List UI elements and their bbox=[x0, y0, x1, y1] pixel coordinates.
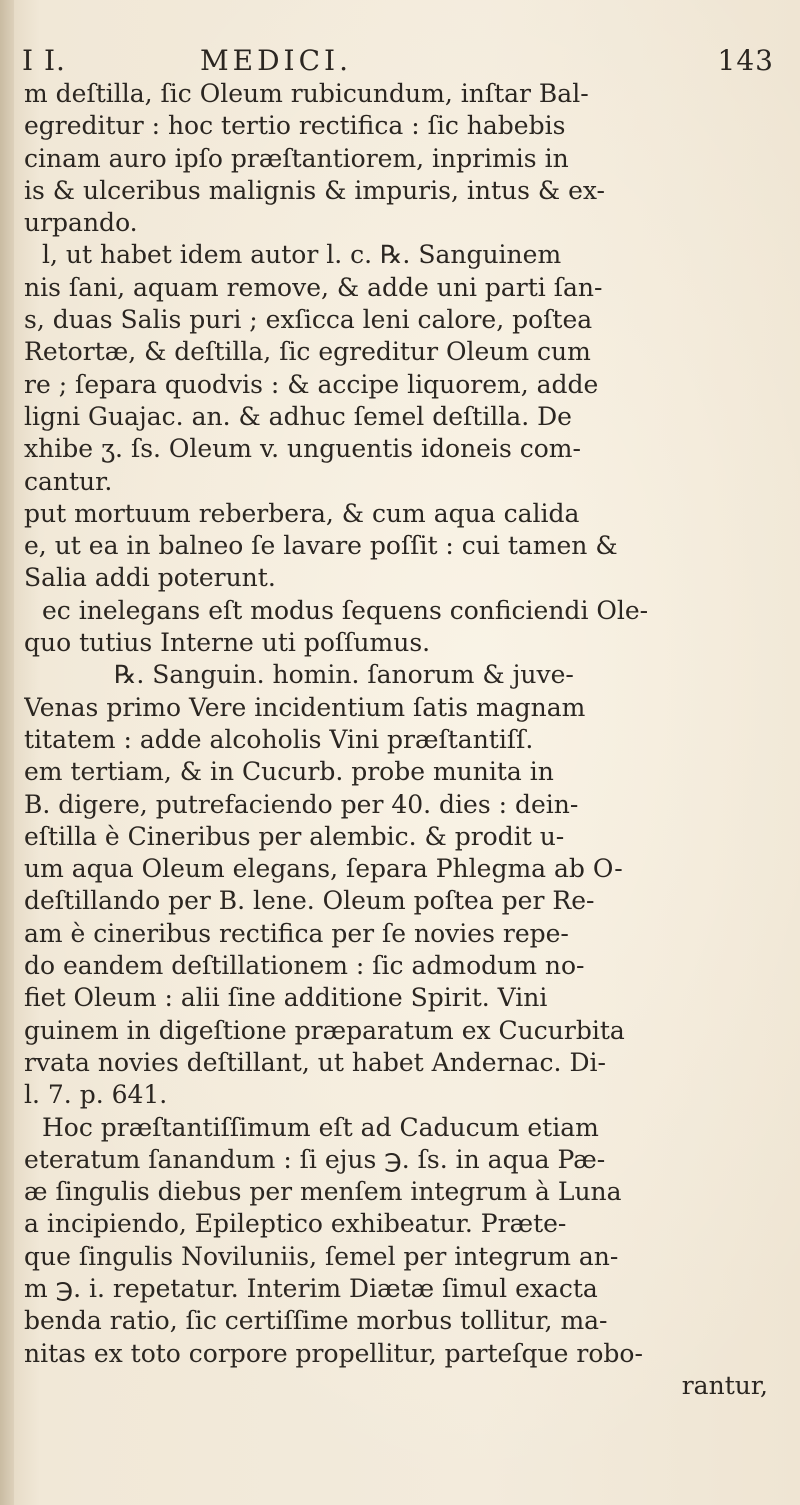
text-line: eſtilla è Cineribus per alembic. & prodit u- bbox=[24, 821, 565, 851]
page-number: 143 bbox=[717, 44, 774, 77]
text-line: nis ſani, aquam remove, & adde uni parti ſan- bbox=[24, 272, 603, 302]
text-line: æ ſingulis diebus per menſem integrum à Luna bbox=[24, 1177, 622, 1207]
text-line: a incipiendo, Epileptico exhibeatur. Præte- bbox=[24, 1209, 567, 1239]
text-line: rvata novies deſtillant, ut habet Andernac. Di- bbox=[24, 1047, 606, 1077]
text-line: quo tutius Interne uti poſſumus. bbox=[24, 628, 431, 658]
text-line: do eandem deſtillationem : ſic admodum no- bbox=[24, 951, 585, 981]
text-line: ec inelegans eſt modus ſequens conficiendi Ole- bbox=[42, 595, 649, 625]
text-line: deſtillando per B. lene. Oleum poſtea per Re- bbox=[24, 886, 595, 916]
text-line: l. 7. p. 641. bbox=[24, 1080, 168, 1110]
text-line: re ; ſepara quodvis : & accipe liquorem, adde bbox=[24, 369, 599, 399]
text-line: e, ut ea in balneo ſe lavare poſſit : cui tamen & bbox=[24, 531, 618, 561]
text-line: egreditur : hoc tertio rectifica : ſic habebis bbox=[24, 111, 566, 141]
text-line: cantur. bbox=[24, 466, 113, 496]
text-line: m deſtilla, ſic Oleum rubicundum, inſtar Bal- bbox=[24, 79, 589, 108]
text-line: Hoc præſtantiſſimum eſt ad Caducum etiam bbox=[42, 1112, 599, 1142]
text-line: s, duas Salis puri ; exſicca leni calore, poſtea bbox=[24, 305, 593, 335]
catchword: rantur, bbox=[681, 1370, 768, 1400]
text-line: guinem in digeſtione præparatum ex Cucurbita bbox=[24, 1015, 625, 1045]
text-line: fiet Oleum : alii ſine additione Spirit. Vini bbox=[24, 983, 548, 1013]
text-line: um aqua Oleum elegans, ſepara Phlegma ab O- bbox=[24, 854, 623, 884]
text-line: Salia addi poterunt. bbox=[24, 563, 276, 593]
text-line: put mortuum reberbera, & cum aqua calida bbox=[24, 498, 580, 528]
running-header bbox=[22, 44, 774, 80]
text-line: cinam auro ipſo præſtantiorem, inprimis in bbox=[24, 143, 569, 173]
text-line: nitas ex toto corpore propellitur, parteſque robo- bbox=[24, 1338, 643, 1368]
text-line: l, ut habet idem autor l. c. ℞. Sanguinem bbox=[42, 240, 562, 270]
text-line: em tertiam, & in Cucurb. probe munita in bbox=[24, 757, 554, 787]
text-line: am è cineribus rectifica per ſe novies repe- bbox=[24, 918, 569, 948]
text-line: ℞. Sanguin. homin. ſanorum & juve- bbox=[114, 660, 574, 690]
text-line: titatem : adde alcoholis Vini præſtantiſſ. bbox=[24, 724, 534, 754]
text-line: eteratum ſanandum : ſi ejus ℈. ſs. in aqua Pæ- bbox=[24, 1144, 606, 1174]
text-line: urpando. bbox=[24, 208, 138, 238]
body-text bbox=[24, 78, 780, 1402]
header-title: MEDICI. bbox=[200, 44, 353, 77]
text-line: benda ratio, ſic certiſſime morbus tollitur, ma- bbox=[24, 1306, 608, 1336]
text-line: Venas primo Vere incidentium ſatis magnam bbox=[24, 692, 586, 722]
header-chapter-number: I I. bbox=[22, 44, 66, 77]
text-line: que ſingulis Noviluniis, ſemel per integrum an- bbox=[24, 1241, 619, 1271]
text-line: is & ulceribus malignis & impuris, intus & ex- bbox=[24, 175, 605, 205]
text-line: xhibe ʒ. ſs. Oleum v. unguentis idoneis com- bbox=[24, 434, 581, 464]
text-line: m ℈. i. repetatur. Interim Diætæ ſimul exacta bbox=[24, 1273, 598, 1303]
page-gutter bbox=[0, 0, 14, 1505]
text-line: B. digere, putrefaciendo per 40. dies : dein- bbox=[24, 789, 579, 819]
text-line: ligni Guajac. an. & adhuc ſemel deſtilla. De bbox=[24, 401, 572, 431]
text-line: Retortæ, & deſtilla, ſic egreditur Oleum cum bbox=[24, 337, 591, 367]
